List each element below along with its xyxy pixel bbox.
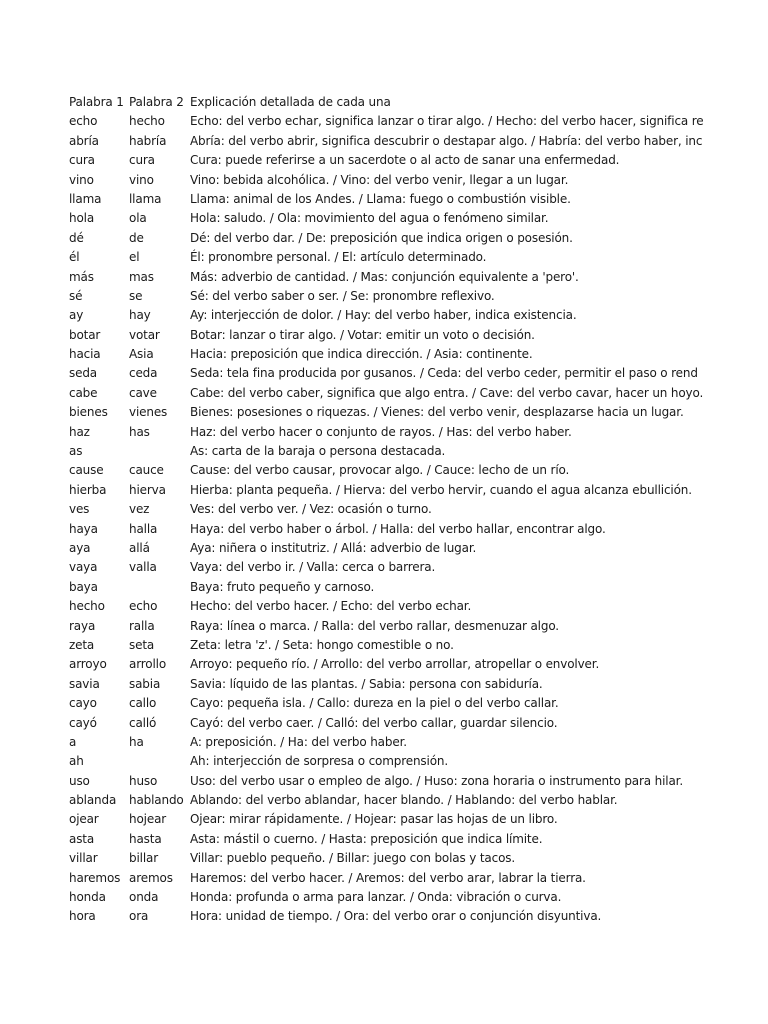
explanation-cell: Cayó: del verbo caer. / Calló: del verbo callar, guardar silencio. bbox=[190, 715, 558, 730]
table-header-row bbox=[69, 93, 768, 112]
word-1-cell: ves bbox=[69, 502, 90, 517]
explanation-cell: Dé: del verbo dar. / De: preposición que indica origen o posesión. bbox=[190, 230, 573, 245]
word-2-cell: hierva bbox=[129, 482, 166, 497]
explanation-cell: Cabe: del verbo caber, significa que algo entra. / Cave: del verbo cavar, hacer un hoyo. bbox=[190, 385, 704, 400]
word-1-cell: hecho bbox=[69, 599, 105, 614]
table-row bbox=[69, 714, 768, 733]
explanation-cell: Hacia: preposición que indica dirección. / Asia: continente. bbox=[190, 347, 533, 362]
word-2-cell: halla bbox=[129, 521, 158, 536]
word-1-cell: honda bbox=[69, 890, 106, 905]
explanation-cell: Bienes: posesiones o riquezas. / Vienes: del verbo venir, desplazarse hacia un lugar. bbox=[190, 405, 684, 420]
table-row bbox=[69, 500, 768, 519]
word-2-cell: ceda bbox=[129, 366, 158, 381]
word-1-cell: vino bbox=[69, 172, 94, 187]
word-2-cell: callo bbox=[129, 696, 157, 711]
word-1-cell: hierba bbox=[69, 482, 107, 497]
header-palabra-1: Palabra 1 bbox=[69, 95, 124, 109]
word-1-cell: raya bbox=[69, 618, 96, 633]
table-row bbox=[69, 268, 768, 287]
explanation-cell: Seda: tela fina producida por gusanos. / Ceda: del verbo ceder, permitir el paso o rend bbox=[190, 366, 698, 381]
header-palabra-2: Palabra 2 bbox=[129, 95, 184, 109]
word-2-cell: ora bbox=[129, 909, 149, 924]
explanation-cell: Villar: pueblo pequeño. / Billar: juego con bolas y tacos. bbox=[190, 851, 516, 866]
table-row bbox=[69, 636, 768, 655]
table-row bbox=[69, 849, 768, 868]
word-2-cell: hay bbox=[129, 308, 151, 323]
word-2-cell: habría bbox=[129, 133, 167, 148]
table-row bbox=[69, 558, 768, 577]
explanation-cell: Arroyo: pequeño río. / Arrollo: del verbo arrollar, atropellar o envolver. bbox=[190, 657, 600, 672]
explanation-cell: Abría: del verbo abrir, significa descubrir o destapar algo. / Habría: del verbo haber, inc bbox=[190, 133, 703, 148]
explanation-cell: Uso: del verbo usar o empleo de algo. / Huso: zona horaria o instrumento para hilar. bbox=[190, 773, 684, 788]
explanation-cell: Vino: bebida alcohólica. / Vino: del verbo venir, llegar a un lugar. bbox=[190, 172, 569, 187]
table-row bbox=[69, 733, 768, 752]
explanation-cell: Hora: unidad de tiempo. / Ora: del verbo orar o conjunción disyuntiva. bbox=[190, 909, 602, 924]
table-row bbox=[69, 888, 768, 907]
word-1-cell: cayó bbox=[69, 715, 97, 730]
word-2-cell: llama bbox=[129, 191, 162, 206]
explanation-cell: Hecho: del verbo hacer. / Echo: del verbo echar. bbox=[190, 599, 472, 614]
word-1-cell: cabe bbox=[69, 385, 98, 400]
word-2-cell: de bbox=[129, 230, 144, 245]
word-2-cell: ha bbox=[129, 734, 144, 749]
explanation-cell: Asta: mástil o cuerno. / Hasta: preposición que indica límite. bbox=[190, 831, 543, 846]
table-row bbox=[69, 248, 768, 267]
table-row bbox=[69, 364, 768, 383]
explanation-cell: Cura: puede referirse a un sacerdote o al acto de sanar una enfermedad. bbox=[190, 153, 620, 168]
word-1-cell: hacia bbox=[69, 347, 101, 362]
word-1-cell: botar bbox=[69, 327, 101, 342]
explanation-cell: Él: pronombre personal. / El: artículo determinado. bbox=[190, 250, 487, 265]
explanation-cell: Cause: del verbo causar, provocar algo. / Cauce: lecho de un río. bbox=[190, 463, 570, 478]
word-2-cell: aremos bbox=[129, 870, 173, 885]
word-2-cell: votar bbox=[129, 327, 160, 342]
word-1-cell: asta bbox=[69, 831, 95, 846]
word-1-cell: ablanda bbox=[69, 793, 117, 808]
word-2-cell: allá bbox=[129, 540, 150, 555]
word-2-cell: vino bbox=[129, 172, 154, 187]
word-1-cell: dé bbox=[69, 230, 84, 245]
table-row bbox=[69, 190, 768, 209]
word-2-cell: cura bbox=[129, 153, 155, 168]
table-row bbox=[69, 752, 768, 771]
table-row bbox=[69, 171, 768, 190]
word-1-cell: uso bbox=[69, 773, 90, 788]
explanation-cell: Ojear: mirar rápidamente. / Hojear: pasar las hojas de un libro. bbox=[190, 812, 558, 827]
table-row bbox=[69, 423, 768, 442]
word-1-cell: arroyo bbox=[69, 657, 107, 672]
table-row bbox=[69, 791, 768, 810]
word-1-cell: hora bbox=[69, 909, 96, 924]
word-1-cell: sé bbox=[69, 288, 83, 303]
explanation-cell: Hierba: planta pequeña. / Hierva: del verbo hervir, cuando el agua alcanza ebullición. bbox=[190, 482, 692, 497]
word-1-cell: él bbox=[69, 250, 80, 265]
table-row bbox=[69, 907, 768, 926]
word-1-cell: as bbox=[69, 444, 83, 459]
word-1-cell: bienes bbox=[69, 405, 108, 420]
table-row bbox=[69, 772, 768, 791]
word-1-cell: hola bbox=[69, 211, 95, 226]
word-2-cell: hojear bbox=[129, 812, 167, 827]
table-body bbox=[69, 112, 768, 926]
word-1-cell: haremos bbox=[69, 870, 121, 885]
word-2-cell: se bbox=[129, 288, 143, 303]
word-2-cell: vienes bbox=[129, 405, 168, 420]
header-explicacion: Explicación detallada de cada una bbox=[190, 95, 391, 109]
table-row bbox=[69, 112, 768, 131]
word-1-cell: savia bbox=[69, 676, 100, 691]
word-1-cell: zeta bbox=[69, 637, 95, 652]
explanation-cell: Hola: saludo. / Ola: movimiento del agua o fenómeno similar. bbox=[190, 211, 549, 226]
table-row bbox=[69, 810, 768, 829]
explanation-cell: Más: adverbio de cantidad. / Mas: conjunción equivalente a 'pero'. bbox=[190, 269, 579, 284]
table-row bbox=[69, 675, 768, 694]
table-row bbox=[69, 597, 768, 616]
word-2-cell: ralla bbox=[129, 618, 155, 633]
word-2-cell: hecho bbox=[129, 114, 165, 129]
word-2-cell: hasta bbox=[129, 831, 162, 846]
word-2-cell: mas bbox=[129, 269, 154, 284]
explanation-cell: Zeta: letra 'z'. / Seta: hongo comestible o no. bbox=[190, 637, 454, 652]
word-2-cell: ola bbox=[129, 211, 147, 226]
table-row bbox=[69, 830, 768, 849]
homophones-table bbox=[69, 93, 768, 927]
word-2-cell: onda bbox=[129, 890, 159, 905]
word-1-cell: más bbox=[69, 269, 94, 284]
table-row bbox=[69, 403, 768, 422]
explanation-cell: Vaya: del verbo ir. / Valla: cerca o barrera. bbox=[190, 560, 436, 575]
explanation-cell: Botar: lanzar o tirar algo. / Votar: emitir un voto o decisión. bbox=[190, 327, 535, 342]
table-row bbox=[69, 617, 768, 636]
table-row bbox=[69, 461, 768, 480]
table-row bbox=[69, 442, 768, 461]
word-2-cell: cave bbox=[129, 385, 157, 400]
explanation-cell: Sé: del verbo saber o ser. / Se: pronombre reflexivo. bbox=[190, 288, 495, 303]
table-row bbox=[69, 287, 768, 306]
table-row bbox=[69, 481, 768, 500]
table-row bbox=[69, 306, 768, 325]
table-row bbox=[69, 655, 768, 674]
explanation-cell: Ay: interjección de dolor. / Hay: del verbo haber, indica existencia. bbox=[190, 308, 577, 323]
explanation-cell: Baya: fruto pequeño y carnoso. bbox=[190, 579, 375, 594]
word-2-cell: huso bbox=[129, 773, 158, 788]
word-1-cell: a bbox=[69, 734, 77, 749]
word-2-cell: hablando bbox=[129, 793, 184, 808]
table-row bbox=[69, 520, 768, 539]
explanation-cell: Haya: del verbo haber o árbol. / Halla: del verbo hallar, encontrar algo. bbox=[190, 521, 606, 536]
word-2-cell: Asia bbox=[129, 347, 154, 362]
word-2-cell: seta bbox=[129, 637, 155, 652]
word-1-cell: ojear bbox=[69, 812, 99, 827]
explanation-cell: Honda: profunda o arma para lanzar. / Onda: vibración o curva. bbox=[190, 890, 562, 905]
word-1-cell: abría bbox=[69, 133, 99, 148]
word-2-cell: valla bbox=[129, 560, 157, 575]
table-row bbox=[69, 151, 768, 170]
word-1-cell: seda bbox=[69, 366, 98, 381]
explanation-cell: Ves: del verbo ver. / Vez: ocasión o turno. bbox=[190, 502, 432, 517]
explanation-cell: Savia: líquido de las plantas. / Sabia: persona con sabiduría. bbox=[190, 676, 543, 691]
explanation-cell: A: preposición. / Ha: del verbo haber. bbox=[190, 734, 407, 749]
word-1-cell: haya bbox=[69, 521, 98, 536]
table-row bbox=[69, 869, 768, 888]
explanation-cell: Raya: línea o marca. / Ralla: del verbo rallar, desmenuzar algo. bbox=[190, 618, 559, 633]
table-row bbox=[69, 539, 768, 558]
table-row bbox=[69, 345, 768, 364]
explanation-cell: Haz: del verbo hacer o conjunto de rayos. / Has: del verbo haber. bbox=[190, 424, 572, 439]
word-1-cell: cause bbox=[69, 463, 104, 478]
word-2-cell: cauce bbox=[129, 463, 164, 478]
word-1-cell: cura bbox=[69, 153, 95, 168]
word-2-cell: arrollo bbox=[129, 657, 167, 672]
explanation-cell: Ah: interjección de sorpresa o comprensión. bbox=[190, 754, 449, 769]
explanation-cell: Aya: niñera o institutriz. / Allá: adverbio de lugar. bbox=[190, 540, 477, 555]
word-2-cell: el bbox=[129, 250, 140, 265]
explanation-cell: Haremos: del verbo hacer. / Aremos: del verbo arar, labrar la tierra. bbox=[190, 870, 586, 885]
word-2-cell: vez bbox=[129, 502, 150, 517]
table-row bbox=[69, 209, 768, 228]
table-row bbox=[69, 326, 768, 345]
word-1-cell: vaya bbox=[69, 560, 98, 575]
table-row bbox=[69, 384, 768, 403]
table-row bbox=[69, 694, 768, 713]
word-1-cell: echo bbox=[69, 114, 98, 129]
word-1-cell: villar bbox=[69, 851, 98, 866]
table-row bbox=[69, 132, 768, 151]
explanation-cell: Cayo: pequeña isla. / Callo: dureza en la piel o del verbo callar. bbox=[190, 696, 559, 711]
table-row bbox=[69, 229, 768, 248]
explanation-cell: Echo: del verbo echar, significa lanzar o tirar algo. / Hecho: del verbo hacer, significa re bbox=[190, 114, 704, 129]
word-2-cell: has bbox=[129, 424, 150, 439]
word-1-cell: baya bbox=[69, 579, 98, 594]
table-row bbox=[69, 578, 768, 597]
word-1-cell: ay bbox=[69, 308, 84, 323]
word-2-cell: sabia bbox=[129, 676, 161, 691]
word-1-cell: llama bbox=[69, 191, 102, 206]
word-1-cell: aya bbox=[69, 540, 91, 555]
word-1-cell: haz bbox=[69, 424, 90, 439]
word-1-cell: ah bbox=[69, 754, 84, 769]
explanation-cell: Ablando: del verbo ablandar, hacer blando. / Hablando: del verbo hablar. bbox=[190, 793, 618, 808]
word-2-cell: billar bbox=[129, 851, 159, 866]
explanation-cell: As: carta de la baraja o persona destacada. bbox=[190, 444, 446, 459]
word-2-cell: echo bbox=[129, 599, 158, 614]
word-2-cell: calló bbox=[129, 715, 157, 730]
explanation-cell: Llama: animal de los Andes. / Llama: fuego o combustión visible. bbox=[190, 191, 571, 206]
word-1-cell: cayo bbox=[69, 696, 97, 711]
